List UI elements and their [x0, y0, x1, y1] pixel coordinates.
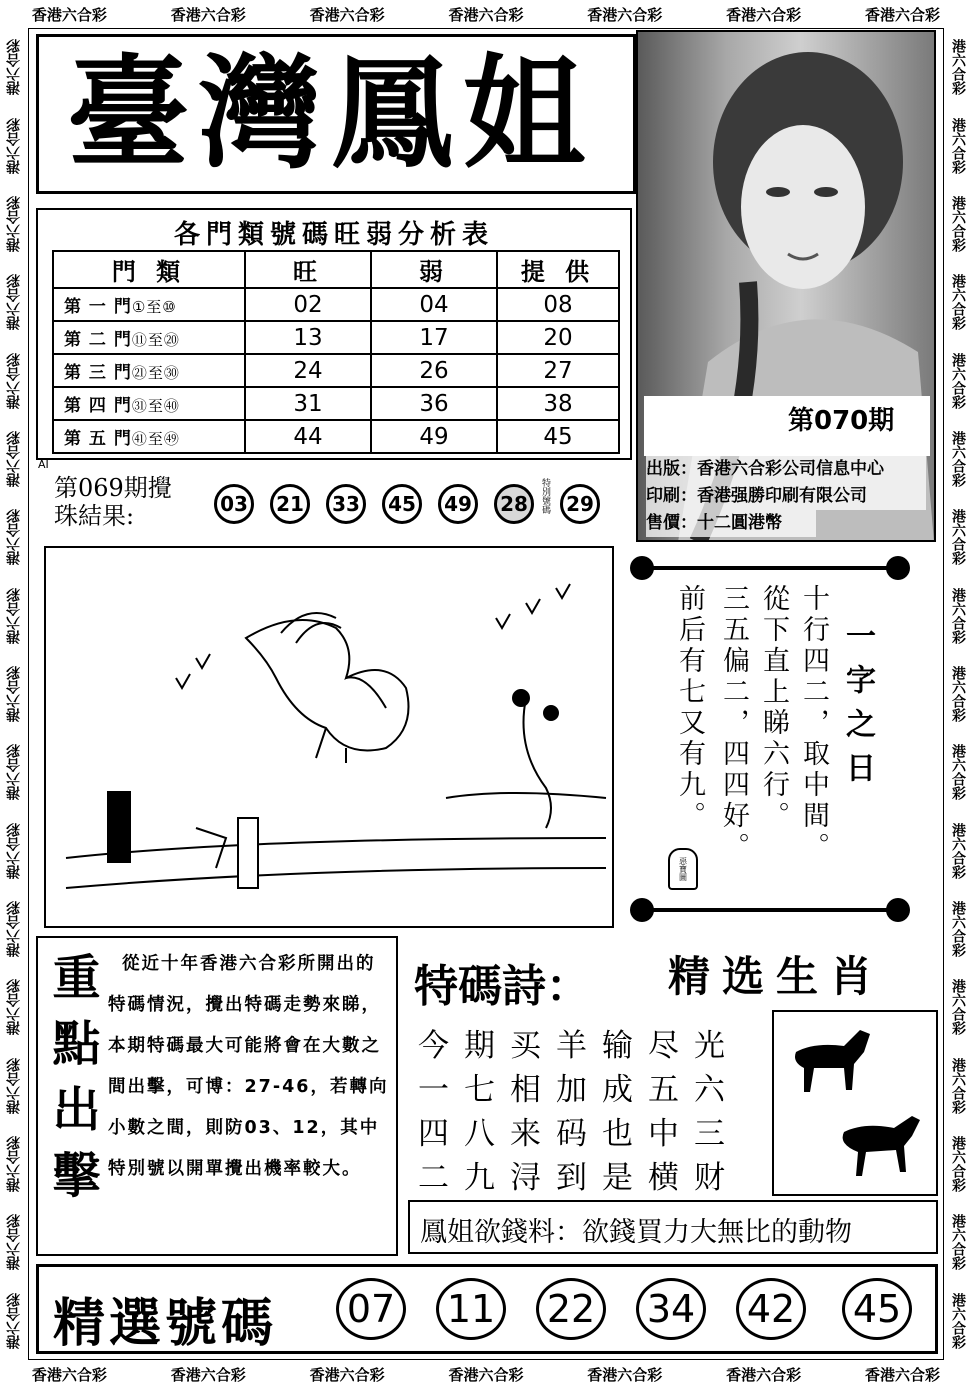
border-label: 香港六合彩	[309, 1365, 385, 1384]
issue-number: 第070期	[788, 406, 895, 436]
right-border-strip	[944, 28, 972, 1360]
selected-number: 11	[436, 1278, 506, 1340]
poem-lines	[418, 1024, 758, 1200]
corner-mark: AI	[38, 458, 49, 471]
border-label: 香港六合彩	[587, 1365, 663, 1384]
analysis-panel	[36, 208, 632, 460]
offer-cell: 27	[497, 354, 619, 387]
poem-line: 四八来码也中三	[418, 1116, 740, 1152]
table-row	[53, 321, 619, 354]
header-offer: 提 供	[497, 251, 619, 288]
riddle-column: 十行四二，取中間。	[798, 584, 829, 863]
border-label: 港六合彩	[6, 979, 22, 1036]
door-name: 第 三 門	[64, 363, 132, 383]
poem-line: 一七相加成五六	[418, 1072, 740, 1108]
border-label: 香港六合彩	[448, 1365, 524, 1384]
border-label: 香港六合彩	[31, 1365, 107, 1384]
riddle-bottom-bar	[630, 898, 910, 922]
riddle-column: 三五偏二，四四好。	[718, 584, 749, 863]
poem-title: 特碼詩：	[414, 961, 590, 1012]
border-label: 港六合彩	[6, 195, 22, 252]
result-ball: 45	[382, 484, 422, 524]
selected-number: 45	[842, 1278, 912, 1340]
special-ball: 29	[560, 484, 600, 524]
door-name: 第 二 門	[64, 330, 132, 350]
illustration-panel	[44, 546, 614, 928]
selected-number: 07	[336, 1278, 406, 1340]
results-label-line1: 第069期攪	[54, 474, 172, 502]
border-label: 港六合彩	[6, 117, 22, 174]
border-label: 香港六合彩	[309, 5, 385, 24]
border-label: 港六合彩	[6, 1292, 22, 1349]
door-cell	[53, 288, 245, 321]
border-label: 港六合彩	[950, 979, 966, 1036]
border-label: 港六合彩	[6, 1057, 22, 1114]
focus-panel	[36, 936, 398, 1256]
analysis-table	[52, 250, 620, 454]
result-ball: 28	[494, 484, 534, 524]
result-ball: 33	[326, 484, 366, 524]
strong-cell: 44	[245, 420, 371, 453]
border-label: 港六合彩	[950, 822, 966, 879]
header-door: 門 類	[53, 251, 245, 288]
border-label: 香港六合彩	[448, 5, 524, 24]
poem-line: 二九浔到是横财	[418, 1160, 740, 1196]
strong-cell: 02	[245, 288, 371, 321]
border-label: 港六合彩	[6, 509, 22, 566]
money-tip-label: 鳳姐欲錢料：	[420, 1217, 582, 1248]
weak-cell: 36	[371, 387, 497, 420]
border-label: 港六合彩	[6, 665, 22, 722]
offer-cell: 08	[497, 288, 619, 321]
money-tip-box	[408, 1200, 938, 1254]
door-name: 第 一 門	[64, 297, 132, 317]
border-label: 香港六合彩	[726, 1365, 802, 1384]
selected-number: 22	[536, 1278, 606, 1340]
offer-cell: 38	[497, 387, 619, 420]
border-label: 港六合彩	[950, 195, 966, 252]
border-label: 香港六合彩	[864, 1365, 940, 1384]
door-name: 第 五 門	[64, 429, 132, 449]
focus-text: 從近十年香港六合彩所開出的特碼情況，攪出特碼走勢來睇，本期特碼最大可能將會在大數之間出擊，可博：27-46，若轉向小數之間，則防03、12，其中特別號以開單攪出機率較大。	[108, 954, 389, 1179]
offer-cell: 45	[497, 420, 619, 453]
door-cell	[53, 321, 245, 354]
selected-number: 42	[736, 1278, 806, 1340]
border-label: 港六合彩	[950, 1292, 966, 1349]
divider	[642, 566, 900, 570]
special-label: 特別號碼	[540, 478, 550, 514]
border-label: 港六合彩	[6, 900, 22, 957]
header-weak: 弱	[371, 251, 497, 288]
left-border-strip	[0, 28, 28, 1360]
border-label: 港六合彩	[950, 1214, 966, 1271]
table-header-row	[53, 251, 619, 288]
result-ball: 21	[270, 484, 310, 524]
border-label: 港六合彩	[6, 822, 22, 879]
result-ball: 49	[438, 484, 478, 524]
border-label: 香港六合彩	[170, 5, 246, 24]
border-label: 香港六合彩	[31, 5, 107, 24]
weak-cell: 49	[371, 420, 497, 453]
door-cell	[53, 354, 245, 387]
result-ball: 03	[214, 484, 254, 524]
door-cell	[53, 420, 245, 453]
animals-panel	[772, 1010, 938, 1196]
border-label: 港六合彩	[950, 509, 966, 566]
border-label: 港六合彩	[950, 274, 966, 331]
offer-cell: 20	[497, 321, 619, 354]
border-label: 港六合彩	[6, 352, 22, 409]
border-label: 港六合彩	[950, 117, 966, 174]
border-label: 港六合彩	[6, 430, 22, 487]
border-label: 港六合彩	[950, 1135, 966, 1192]
strong-cell: 31	[245, 387, 371, 420]
door-range: ⑪至⑳	[131, 331, 180, 349]
border-label: 港六合彩	[950, 744, 966, 801]
strong-cell: 24	[245, 354, 371, 387]
strong-cell: 13	[245, 321, 371, 354]
border-label: 港六合彩	[950, 430, 966, 487]
door-range: ①至⑩	[131, 298, 177, 316]
money-tip-text: 欲錢買力大無比的動物	[582, 1217, 852, 1248]
bullet-icon	[886, 898, 910, 922]
border-label: 港六合彩	[950, 1057, 966, 1114]
border-label: 港六合彩	[6, 744, 22, 801]
focus-heading: 重點出擊	[44, 952, 100, 1216]
weak-cell: 04	[371, 288, 497, 321]
masthead-box	[36, 34, 636, 194]
table-row	[53, 354, 619, 387]
border-label: 香港六合彩	[587, 5, 663, 24]
selected-number: 34	[636, 1278, 706, 1340]
table-row	[53, 420, 619, 453]
border-label: 港六合彩	[6, 587, 22, 644]
results-label-line2: 珠結果:	[54, 502, 135, 530]
horse-wolf-icon	[774, 1012, 936, 1194]
header-strong: 旺	[245, 251, 371, 288]
divider	[642, 908, 900, 912]
weak-cell: 17	[371, 321, 497, 354]
table-row	[53, 288, 619, 321]
selected-label: 精選號碼	[53, 1294, 278, 1354]
door-cell	[53, 387, 245, 420]
door-range: ㉑至㉚	[131, 364, 180, 382]
analysis-title: 各門類號碼旺弱分析表	[173, 220, 494, 250]
seal-stamp: 惡寶圖	[668, 848, 698, 890]
bottom-border-strip	[0, 1360, 972, 1388]
border-label: 港六合彩	[950, 39, 966, 96]
poem-subtitle: 精选生肖	[668, 952, 885, 1001]
publisher-info	[646, 456, 926, 537]
riddle-column: 從下直上睇六行。	[758, 584, 789, 832]
border-label: 港六合彩	[6, 1135, 22, 1192]
door-name: 第 四 門	[64, 396, 132, 416]
money-tip	[420, 1210, 852, 1249]
photo-panel	[636, 30, 936, 542]
border-label: 港六合彩	[950, 665, 966, 722]
masthead-title: 臺灣鳳姐	[67, 43, 595, 185]
door-range: ㊶至㊾	[131, 430, 180, 448]
border-label: 港六合彩	[6, 39, 22, 96]
border-label: 港六合彩	[950, 587, 966, 644]
riddle-column: 前后有七又有九。	[674, 584, 705, 832]
top-border-strip	[0, 0, 972, 28]
riddle-title: 一字之日	[840, 620, 875, 796]
printer-line: 印刷：香港强勝印刷有限公司	[646, 483, 926, 510]
results-label	[54, 474, 172, 530]
border-label: 港六合彩	[950, 352, 966, 409]
bullet-icon	[886, 556, 910, 580]
border-label: 港六合彩	[950, 900, 966, 957]
border-label: 香港六合彩	[170, 1365, 246, 1384]
border-label: 香港六合彩	[864, 5, 940, 24]
border-label: 港六合彩	[6, 1214, 22, 1271]
weak-cell: 26	[371, 354, 497, 387]
eagle-illustration	[46, 548, 612, 926]
publisher-line: 出版：香港六合彩公司信息中心	[646, 456, 926, 483]
price-line: 售價：十二圓港幣	[646, 510, 816, 537]
border-label: 港六合彩	[6, 274, 22, 331]
door-range: ㉛至㊵	[131, 397, 180, 415]
poem-line: 今期买羊输尽光	[418, 1028, 740, 1064]
table-row	[53, 387, 619, 420]
border-label: 香港六合彩	[726, 5, 802, 24]
riddle-top-bar	[630, 556, 910, 580]
